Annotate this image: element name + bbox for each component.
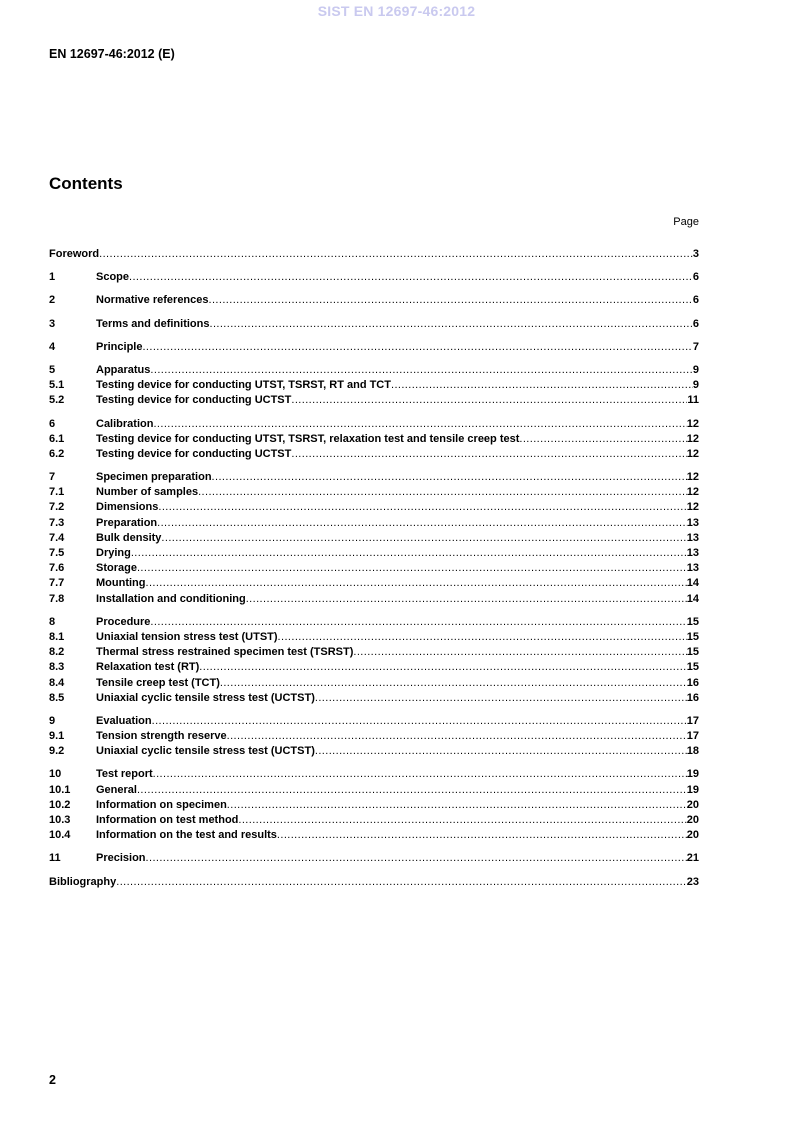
toc-entry-page: 13 [686,562,699,575]
toc-entry-title: General [96,783,137,796]
toc-dot-leader [150,615,686,630]
toc-entry-page: 9 [692,363,699,376]
toc-entry-page: 12 [686,486,699,499]
toc-entry-page: 6 [692,294,699,307]
toc-entry-number: 6.2 [49,447,65,460]
toc-entry-title: Calibration [96,417,154,430]
toc-entry-title: Bulk density [96,531,162,544]
toc-entry-title: Dimensions [96,501,159,514]
toc-entry-title: Thermal stress restrained specimen test (TSRST) [96,646,354,659]
toc-entry-title: Normative references [96,294,209,307]
toc-entry-number: 7.8 [49,592,65,605]
toc-entry-number: 7 [49,471,56,484]
toc-dot-leader [353,645,686,660]
toc-group [49,293,699,308]
toc-entry-number: 9.2 [49,745,65,758]
toc-entry-title: Testing device for conducting UTST, TSRST, relaxation test and tensile creep test [96,432,520,445]
toc-entry-page: 17 [686,730,699,743]
toc-entry[interactable] [49,363,699,378]
toc-entry-page: 15 [686,630,699,643]
toc-entry[interactable] [49,561,699,576]
toc-group [49,363,699,409]
toc-entry-number: 2 [49,294,56,307]
toc-entry[interactable] [49,660,699,675]
toc-entry-page: 13 [686,547,699,559]
toc-entry-page: 13 [686,516,699,529]
toc-entry-page: 18 [686,745,699,758]
toc-dot-leader [137,561,687,576]
toc-entry-title: Uniaxial cyclic tensile stress test (UCTST) [96,691,315,704]
toc-entry[interactable] [49,875,699,890]
toc-dot-leader [142,340,692,355]
toc-entry[interactable] [49,714,699,729]
toc-dot-leader [209,293,693,308]
toc-dot-leader [315,691,687,706]
toc-entry-number: 10.4 [49,829,71,842]
toc-entry[interactable] [49,767,699,782]
toc-entry-number: 8.2 [49,646,65,659]
toc-entry-page: 12 [686,471,699,484]
toc-entry-page: 15 [686,661,699,674]
toc-entry-page: 16 [686,676,699,689]
toc-entry[interactable] [49,485,699,500]
toc-entry[interactable] [49,851,699,866]
toc-entry[interactable] [49,630,699,645]
toc-entry-number: 9.1 [49,730,65,743]
toc-entry-title: Apparatus [96,363,151,376]
toc-entry-title: Relaxation test (RT) [96,661,200,674]
toc-entry-page: 19 [686,783,699,796]
toc-entry[interactable] [49,615,699,630]
toc-dot-leader [131,546,687,561]
toc-entry-number: 5 [49,363,56,376]
toc-entry-number: 8.3 [49,661,65,674]
toc-entry-number: 7.1 [49,486,65,499]
toc-dot-leader [220,676,687,691]
toc-group [49,851,699,866]
toc-entry-page: 20 [686,798,699,811]
toc-dot-leader [129,270,693,285]
toc-entry-title: Tensile creep test (TCT) [96,676,220,689]
toc-entry-title: Precision [96,852,146,865]
toc-dot-leader [116,875,687,890]
toc-entry-title: Drying [96,547,131,559]
toc-entry-title: Terms and definitions [96,317,210,330]
toc-entry-page: 20 [686,829,699,842]
toc-dot-leader [227,798,687,813]
toc-dot-leader [199,660,686,675]
toc-entry-number: 8 [49,615,56,628]
toc-entry[interactable] [49,783,699,798]
toc-group [49,247,699,262]
toc-entry-page: 7 [692,340,699,353]
toc-group [49,470,699,607]
toc-entry[interactable] [49,432,699,447]
toc-entry[interactable] [49,813,699,828]
toc-group [49,875,699,890]
toc-dot-leader [391,378,693,393]
toc-group [49,340,699,355]
toc-entry-number: 10 [49,768,62,781]
page-title: Contents [49,174,123,193]
toc-entry-title: Tension strength reserve [96,730,227,743]
toc-dot-leader [137,783,687,798]
toc-entry-number: 7.3 [49,516,65,529]
toc-entry-title: Test report [96,768,153,781]
toc-entry-number: 1 [49,271,56,284]
toc-entry-number: 11 [49,852,61,865]
toc-entry-title: Storage [96,562,137,575]
toc-entry-title: Procedure [96,615,151,628]
toc-entry-title: Information on test method [96,814,239,826]
toc-entry-number: 7.4 [49,531,65,544]
toc-entry[interactable] [49,500,699,515]
toc-entry-page: 14 [686,577,699,590]
toc-entry-page: 12 [686,417,699,430]
toc-entry-title: Preparation [96,516,158,529]
toc-entry[interactable] [49,798,699,813]
toc-entry-title: Testing device for conducting UTST, TSRST, RT and TCT [96,379,391,392]
toc-entry[interactable] [49,546,699,561]
toc-dot-leader [315,744,687,759]
toc-entry[interactable] [49,531,699,546]
toc-entry-title: Foreword [49,248,100,260]
toc-entry[interactable] [49,729,699,744]
toc-entry-title: Specimen preparation [96,471,212,484]
toc-dot-leader [519,432,686,447]
toc-entry[interactable] [49,592,699,607]
toc-group [49,615,699,706]
toc-entry-page: 20 [686,814,699,826]
toc-dot-leader [145,576,686,591]
toc-dot-leader [161,531,686,546]
toc-dot-leader [227,729,687,744]
toc-entry-page: 6 [692,317,699,330]
toc-entry-number: 6.1 [49,432,65,445]
toc-group [49,417,699,463]
toc-entry-page: 23 [686,875,699,888]
toc-group [49,270,699,285]
toc-entry-title: Evaluation [96,714,152,727]
toc-entry-number: 8.5 [49,691,65,704]
toc-entry-page: 12 [686,501,699,514]
toc-entry-page: 12 [686,447,699,460]
toc-entry[interactable] [49,378,699,393]
toc-entry-number: 6 [49,417,56,430]
toc-entry[interactable] [49,470,699,485]
toc-entry-page: 19 [686,768,699,781]
toc-entry-title: Testing device for conducting UCTST [96,447,292,460]
toc-entry[interactable] [49,247,699,262]
toc-entry[interactable] [49,828,699,843]
toc-entry-title: Scope [96,271,130,284]
toc-entry-title: Bibliography [49,875,117,888]
toc-entry-number: 10.3 [49,814,71,826]
toc-entry-page: 16 [686,691,699,704]
toc-entry[interactable] [49,340,699,355]
page-number: 2 [49,1073,56,1087]
toc-entry[interactable] [49,576,699,591]
toc-entry-page: 6 [692,271,699,284]
toc-entry-page: 13 [686,531,699,544]
toc-entry-title: Testing device for conducting UCTST [96,394,292,407]
toc-dot-leader [291,393,687,408]
toc-entry-number: 9 [49,714,56,727]
toc-entry[interactable] [49,447,699,462]
toc-group [49,714,699,760]
toc-entry-page: 14 [686,592,699,605]
toc-entry-number: 7.7 [49,577,65,590]
toc-entry[interactable] [49,744,699,759]
toc-entry-number: 4 [49,340,56,353]
toc-dot-leader [146,851,687,866]
toc-entry[interactable] [49,317,699,332]
document-id: EN 12697-46:2012 (E) [49,47,175,61]
watermark-text: SIST EN 12697-46:2012 [317,3,476,19]
toc-entry-page: 15 [686,615,699,628]
toc-entry-page: 15 [686,646,699,659]
toc-entry-number: 8.4 [49,676,65,689]
toc-entry-title: Uniaxial cyclic tensile stress test (UCTST) [96,745,315,758]
toc-entry-number: 7.5 [49,547,65,559]
toc-dot-leader [152,714,687,729]
toc-entry-number: 5.2 [49,394,65,407]
toc-entry[interactable] [49,417,699,432]
toc-dot-leader [198,485,687,500]
toc-entry[interactable] [49,645,699,660]
toc-dot-leader [278,630,687,645]
toc-entry-page: 17 [686,714,699,727]
toc-entry-title: Number of samples [96,486,199,499]
toc-entry[interactable] [49,516,699,531]
toc-entry-page: 12 [686,432,699,445]
toc-dot-leader [209,317,692,332]
table-of-contents [49,247,699,898]
toc-group [49,317,699,332]
toc-entry-title: Principle [96,340,143,353]
toc-entry-page: 21 [686,852,699,865]
toc-dot-leader [158,500,686,515]
toc-entry-number: 7.6 [49,562,65,575]
toc-entry-number: 3 [49,317,56,330]
toc-entry-page: 9 [692,379,699,392]
toc-entry-title: Installation and conditioning [96,592,246,605]
toc-entry-number: 10.1 [49,783,71,796]
toc-dot-leader [291,447,686,462]
toc-dot-leader [150,363,692,378]
toc-entry[interactable] [49,393,699,408]
toc-dot-leader [153,767,687,782]
toc-dot-leader [157,516,687,531]
toc-entry-number: 7.2 [49,501,65,514]
toc-entry-title: Uniaxial tension stress test (UTST) [96,630,278,643]
toc-dot-leader [212,470,687,485]
toc-entry[interactable] [49,293,699,308]
toc-dot-leader [238,813,686,828]
toc-dot-leader [99,247,693,262]
toc-entry[interactable] [49,691,699,706]
toc-entry[interactable] [49,676,699,691]
toc-entry-title: Information on the test and results [96,829,277,842]
toc-entry-number: 5.1 [49,379,65,392]
toc-group [49,767,699,843]
toc-dot-leader [153,417,686,432]
toc-entry-number: 10.2 [49,798,71,811]
toc-dot-leader [277,828,687,843]
toc-dot-leader [246,592,687,607]
toc-entry-title: Mounting [96,577,146,590]
toc-entry[interactable] [49,270,699,285]
toc-entry-page: 3 [692,248,699,260]
toc-entry-number: 8.1 [49,630,65,643]
page-column-label: Page [673,216,699,228]
toc-entry-title: Information on specimen [96,798,227,811]
toc-entry-page: 11 [687,394,699,407]
